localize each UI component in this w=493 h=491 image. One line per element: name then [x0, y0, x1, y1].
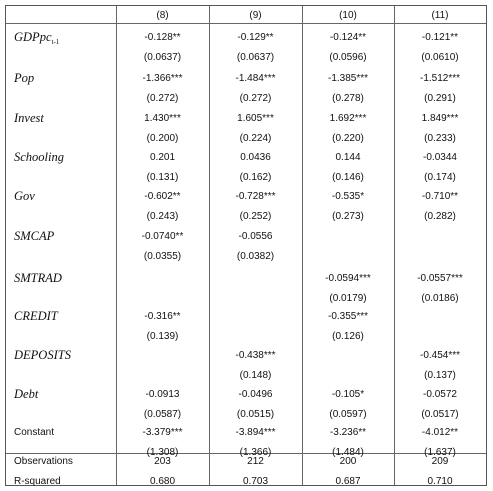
table-row	[6, 346, 486, 365]
table-cell: -0.0556	[238, 231, 273, 242]
row-label: Invest	[14, 111, 44, 125]
table-cell: (0.0597)	[329, 409, 367, 420]
table-row	[6, 148, 486, 167]
row-label	[6, 247, 116, 266]
table-cell: (0.0517)	[421, 409, 459, 420]
header-divider	[6, 23, 486, 24]
table-cell: -1.484***	[235, 73, 276, 84]
table-cell: (0.131)	[146, 172, 179, 183]
row-label	[6, 405, 116, 424]
table-cell: -0.129**	[237, 32, 274, 43]
table-cell: 212	[247, 456, 264, 467]
table-cell: -0.121**	[421, 32, 459, 43]
column-header: (10)	[339, 10, 357, 21]
column-header: (11)	[431, 10, 449, 21]
table-cell: (1.366)	[239, 447, 272, 458]
table-cell: 0.0436	[240, 152, 271, 163]
row-label: GDPpc$_{t-1}$	[14, 30, 60, 46]
table-cell: -0.0740**	[141, 231, 184, 242]
table-cell	[302, 247, 394, 266]
table-cell: (0.126)	[332, 331, 364, 342]
table-row	[6, 423, 486, 442]
table-cell: -0.602**	[144, 191, 181, 202]
table-cell: (0.291)	[424, 93, 456, 104]
table-cell: (0.0355)	[143, 251, 182, 262]
table-cell: -0.128**	[144, 32, 181, 43]
table-cell: (0.0179)	[329, 293, 367, 304]
row-label: SMCAP	[14, 229, 55, 243]
table-cell: -1.366***	[142, 73, 183, 84]
row-label	[6, 168, 116, 187]
table-cell: (0.0637)	[236, 52, 275, 63]
table-row	[6, 48, 486, 67]
table-cell: (0.224)	[239, 133, 272, 144]
table-cell	[302, 366, 394, 385]
table-cell: (1.484)	[332, 447, 364, 458]
row-label: Schooling	[14, 150, 64, 164]
table-cell	[394, 247, 486, 266]
table-cell	[116, 289, 209, 308]
table-cell: -0.710**	[421, 191, 459, 202]
table-row	[6, 405, 486, 424]
row-label: CREDIT	[14, 309, 58, 323]
table-cell: (0.233)	[424, 133, 456, 144]
table-cell	[116, 269, 209, 288]
table-cell: (0.200)	[146, 133, 179, 144]
table-row	[6, 289, 486, 308]
table-cell: (0.278)	[332, 93, 364, 104]
table-cell: 1.849***	[421, 113, 459, 124]
row-label: Gov	[14, 189, 35, 203]
table-cell: (0.0610)	[421, 52, 459, 63]
table-cell: 0.144	[335, 152, 361, 163]
table-row	[6, 269, 486, 288]
table-row	[6, 89, 486, 108]
table-cell: -3.379***	[142, 427, 183, 438]
row-label: Observations	[14, 456, 73, 467]
table-cell: -0.0913	[145, 389, 180, 400]
table-cell: -0.535*	[331, 191, 365, 202]
table-cell: 0.710	[427, 476, 453, 487]
table-cell	[394, 327, 486, 346]
table-cell: 1.692***	[329, 113, 367, 124]
table-row	[6, 385, 486, 404]
table-row	[6, 327, 486, 346]
table-cell: 0.703	[242, 476, 269, 487]
table-cell: 1.430***	[144, 113, 181, 124]
table-cell: 209	[431, 456, 449, 467]
row-label	[6, 48, 116, 67]
table-cell: 200	[339, 456, 357, 467]
table-cell: (0.0587)	[143, 409, 182, 420]
table-cell: (0.0382)	[236, 251, 275, 262]
table-cell: (0.220)	[332, 133, 364, 144]
table-cell: -1.385***	[327, 73, 369, 84]
table-cell: -0.0344	[423, 152, 457, 163]
table-cell: -0.0594***	[325, 273, 371, 284]
table-cell: 0.687	[335, 476, 361, 487]
row-label	[6, 207, 116, 226]
table-row	[6, 227, 486, 246]
table-cell: 203	[154, 456, 171, 467]
row-label	[6, 327, 116, 346]
table-cell: (0.272)	[146, 93, 179, 104]
table-cell: (0.137)	[424, 370, 456, 381]
table-cell: (0.243)	[146, 211, 179, 222]
row-label	[6, 289, 116, 308]
table-cell: -0.454***	[419, 350, 461, 361]
row-label: DEPOSITS	[14, 348, 71, 362]
table-cell: (0.139)	[146, 331, 179, 342]
table-cell: (1.308)	[146, 447, 179, 458]
table-cell: -3.894***	[235, 427, 276, 438]
table-row	[6, 129, 486, 148]
table-row	[6, 109, 486, 128]
table-row	[6, 187, 486, 206]
row-label: Constant	[14, 427, 55, 438]
row-label	[6, 366, 116, 385]
table-cell: 0.201	[149, 152, 176, 163]
column-header: (9)	[249, 10, 262, 21]
table-cell: (1.637)	[424, 447, 456, 458]
table-cell	[394, 307, 486, 326]
table-cell	[209, 269, 302, 288]
table-cell: -0.728***	[235, 191, 276, 202]
table-row	[6, 69, 486, 88]
row-label	[6, 129, 116, 148]
table-row	[6, 366, 486, 385]
table-cell: 1.605***	[237, 113, 274, 124]
table-cell: (0.0186)	[421, 293, 459, 304]
table-cell: -1.512***	[419, 73, 461, 84]
table-cell: -0.124**	[329, 32, 367, 43]
row-label: Pop	[14, 71, 35, 85]
table-cell	[302, 346, 394, 365]
table-cell: (0.146)	[332, 172, 364, 183]
table-cell: (0.0637)	[143, 52, 182, 63]
table-row	[6, 452, 486, 471]
table-cell: (0.148)	[239, 370, 272, 381]
table-cell	[209, 289, 302, 308]
table-cell: 0.680	[149, 476, 176, 487]
table-cell: -0.0572	[423, 389, 457, 400]
column-header: (8)	[156, 10, 169, 21]
row-label: R-squared	[14, 476, 61, 487]
table-cell: (0.174)	[424, 172, 456, 183]
table-row	[6, 28, 486, 47]
table-cell: -0.0557***	[417, 273, 463, 284]
table-cell: (0.0515)	[236, 409, 275, 420]
table-row	[6, 168, 486, 187]
table-cell	[302, 227, 394, 246]
table-cell: (0.272)	[239, 93, 272, 104]
table-cell: (0.273)	[332, 211, 364, 222]
table-cell: -0.355***	[327, 311, 369, 322]
table-cell: -4.012**	[421, 427, 459, 438]
table-cell: -3.236**	[329, 427, 367, 438]
table-cell	[116, 346, 209, 365]
table-row	[6, 207, 486, 226]
row-label: Debt	[14, 387, 39, 401]
row-label-subscript: t-1	[51, 38, 60, 46]
table-row	[6, 472, 486, 491]
table-cell: -0.105*	[331, 389, 365, 400]
table-cell: -0.316**	[144, 311, 181, 322]
table-cell: -0.438***	[235, 350, 276, 361]
row-label: SMTRAD	[14, 271, 62, 285]
table-row	[6, 247, 486, 266]
table-cell: (0.282)	[424, 211, 456, 222]
table-row	[6, 307, 486, 326]
table-cell	[209, 327, 302, 346]
table-cell: -0.0496	[238, 389, 273, 400]
regression-table	[5, 5, 487, 486]
table-cell	[209, 307, 302, 326]
table-cell	[116, 366, 209, 385]
table-cell	[394, 227, 486, 246]
table-cell: (0.162)	[239, 172, 272, 183]
table-cell: (0.252)	[239, 211, 272, 222]
table-cell: (0.0596)	[329, 52, 367, 63]
row-label	[6, 89, 116, 108]
